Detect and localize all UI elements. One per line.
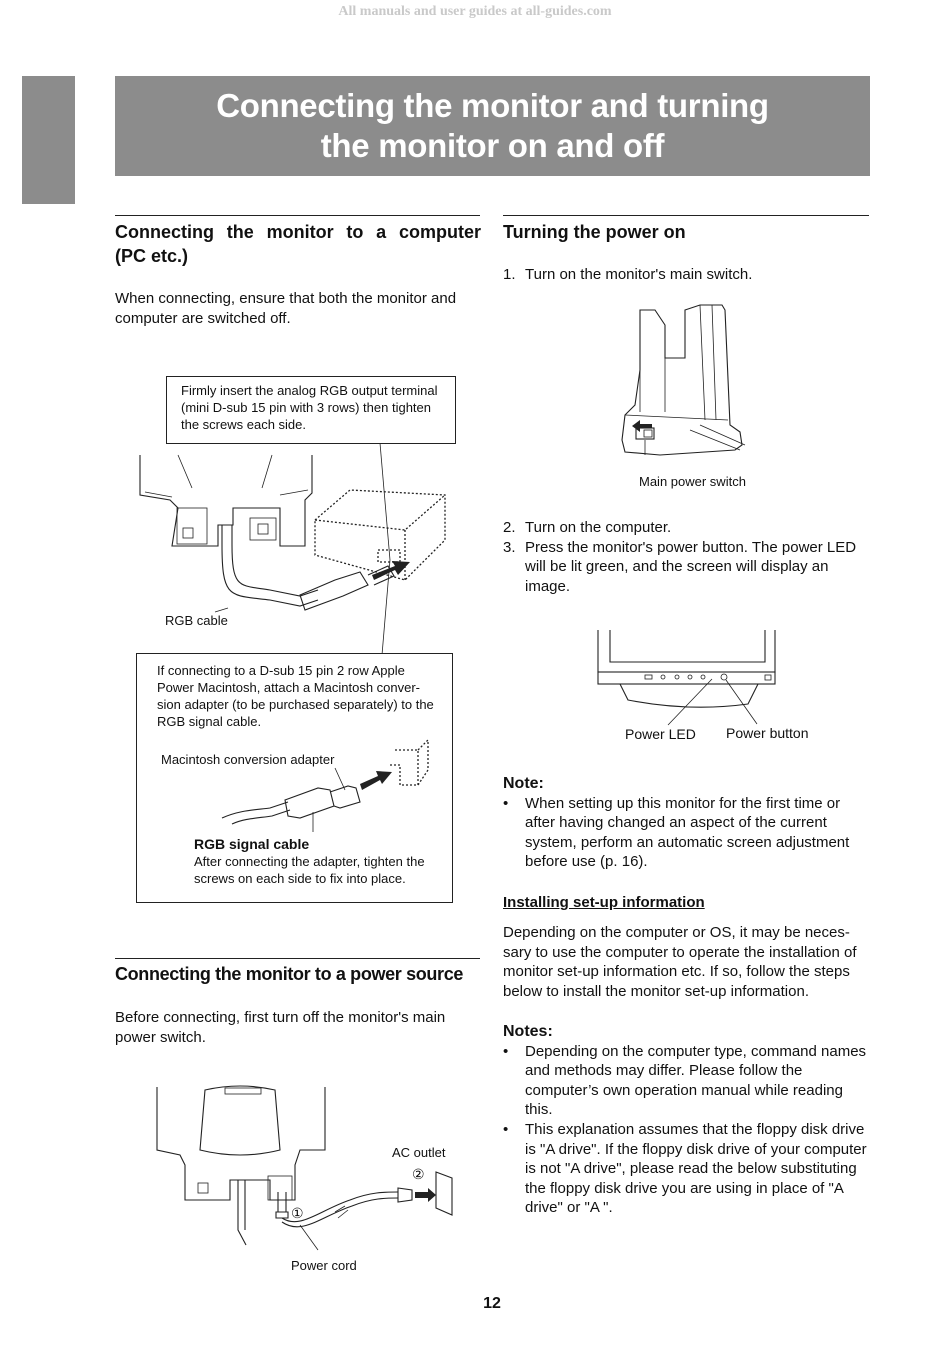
front-button (688, 675, 692, 679)
watermark: All manuals and user guides at all-guides.com (338, 4, 612, 19)
notes-heading: Notes: (503, 1023, 553, 1040)
rgb-cable-label: RGB cable (165, 613, 228, 628)
monitor-screen-inner (610, 630, 765, 662)
step-number: 3. (503, 538, 516, 556)
power-button-icon (721, 674, 727, 680)
front-button (645, 675, 652, 679)
page-title-line1: Connecting the monitor and turning (216, 87, 769, 124)
front-button (661, 675, 665, 679)
led-leader (668, 679, 712, 725)
step-number: 1. (503, 266, 516, 283)
step-text: Press the monitor's power button. The power LED will be lit green, and the screen will display an image. (525, 538, 857, 595)
notes-item: • This explanation assumes that the floppy disk drive is "A drive". If the floppy disk drive of your computer is not "A drive", please read the below substituting the floppy disk drive you are using in place of "A drive" or "A ". (503, 1120, 869, 1218)
notes-block (503, 1022, 869, 1218)
heading-line: Connecting the monitor to a computer (115, 222, 481, 242)
mac-adapter-text: If connecting to a D-sub 15 pin 2 row Apple Power Macintosh, attach a Macintosh conver-sion adapter (to be purchased separately) to the RGB signal cable. (157, 663, 434, 729)
step-text: Turn on the computer. (525, 519, 672, 536)
rgb-signal-cable-text: After connecting the adapter, tighten the screws on each side to fix into place. (194, 854, 425, 886)
section-heading-power-on: Turning the power on (503, 222, 686, 242)
heading-line: (PC etc.) (115, 246, 189, 266)
front-button (675, 675, 679, 679)
front-button (701, 675, 705, 679)
paragraph: When connecting, ensure that both the monitor and computer are switched off. (115, 290, 457, 327)
mac-adapter-label: Macintosh conversion adapter (161, 752, 335, 767)
step2-marker: ② (412, 1166, 425, 1182)
rgb-signal-cable-label: RGB signal cable (194, 836, 310, 852)
install-body: Depending on the computer or OS, it may be neces-sary to use the computer to operate the installation of monitor set-up information etc. If so, follow the steps below to install the monitor set-up information. (503, 924, 857, 1000)
step-number: 2. (503, 519, 516, 536)
ac-outlet-label: AC outlet (392, 1145, 446, 1160)
install-heading: Installing set-up information (503, 894, 705, 911)
power-cord-label: Power cord (291, 1258, 357, 1273)
notes-item: • Depending on the computer type, command names and methods may differ. Please follow the computer’s own operation manual while reading this. (503, 1042, 869, 1120)
note-block (503, 774, 869, 872)
power-led-label: Power LED (625, 726, 696, 742)
page-number: 12 (483, 1295, 501, 1312)
front-indicator (765, 675, 771, 680)
section-heading-power-source: Connecting the monitor to a power source (115, 964, 464, 984)
step-text: Turn on the monitor's main switch. (525, 266, 753, 283)
page-title-line2: the monitor on and off (320, 127, 665, 164)
step1-marker: ① (291, 1205, 304, 1221)
main-power-switch-label: Main power switch (639, 474, 746, 489)
power-button-label: Power button (726, 725, 809, 741)
note-item: • When setting up this monitor for the first time or after having changed an aspect of the current system, perform an automatic screen adjustment before use (p. 16). (503, 794, 869, 872)
note-heading: Note: (503, 775, 544, 792)
button-leader (726, 680, 757, 724)
callout-text: Firmly insert the analog RGB output terminal (mini D-sub 15 pin with 3 rows) then tighten the screws each side. (181, 383, 438, 432)
monitor-screen-edge (598, 630, 775, 672)
monitor-bezel (598, 672, 775, 684)
paragraph: Before connecting, first turn off the monitor's main power switch. (115, 1009, 446, 1046)
